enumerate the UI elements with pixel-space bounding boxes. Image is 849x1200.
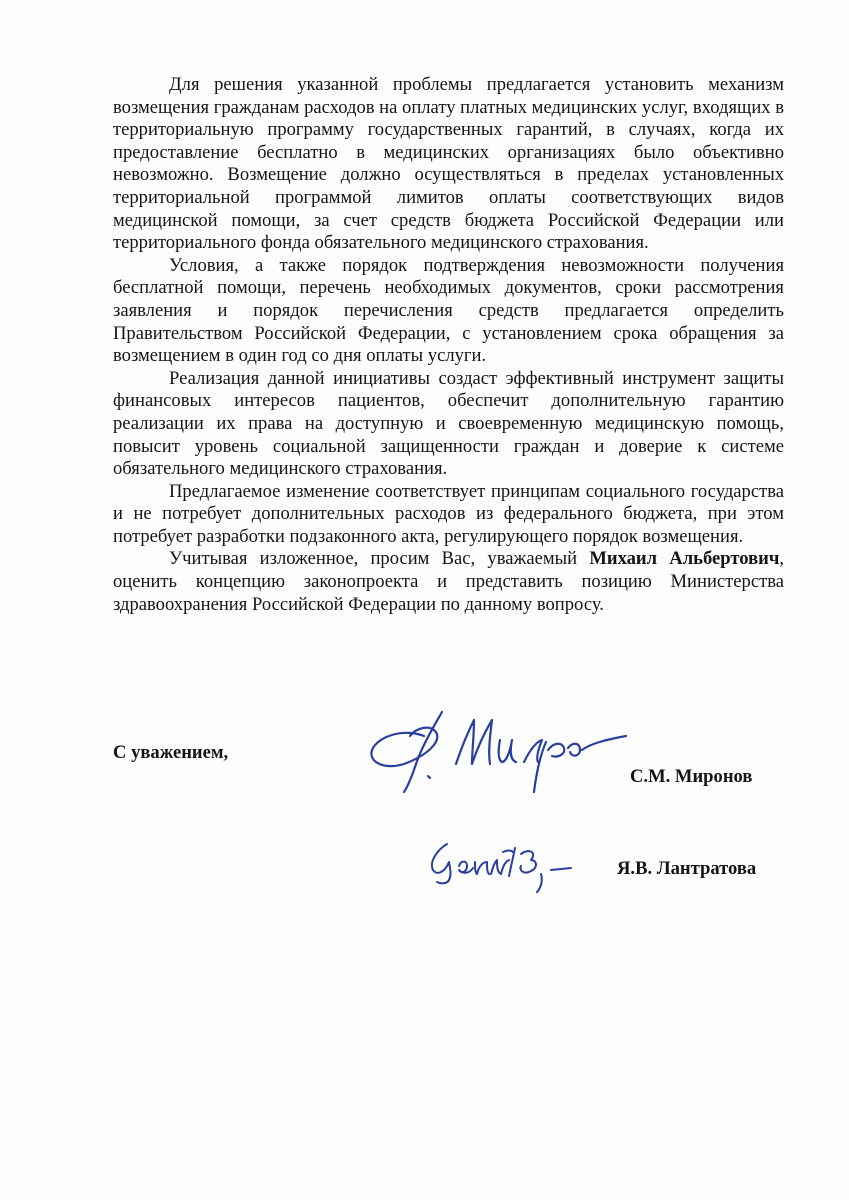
request-text-end: , оценить концепцию законопроекта и представить позицию Министерства здравоохранения Российской Федерации по данному вопросу. xyxy=(113,548,785,615)
paragraph-4: Предлагаемое изменение соответствует принципам социального государства и не потребует дополнительных расходов из федерального бюджета, при этом потребует разработки подзаконного акта, регулирующего порядок возмещения. xyxy=(113,480,784,547)
paragraph-1: Для решения указанной проблемы предлагается установить механизм возмещения гражданам расходов на оплату платных медицинских услуг, входящих в территориальную программу государственных гарантий, в случаях, когда их предоставление бесплатно в медицинских организациях было объективно невозможно. Возмещение должно осуществляться в пределах установленных территориальной программой лимитов оплаты соответствующих видов медицинской помощи, за счет средств бюджета Российской Федерации или территориального фонда обязательного медицинского страхования. xyxy=(113,74,784,254)
paragraph-2: Условия, а также порядок подтверждения невозможности получения бесплатной помощи, перечень необходимых документов, сроки рассмотрения заявления и порядок перечисления средств предлагается определить Правительством Российской Федерации, с установлением срока обращения за возмещением в один год со дня оплаты услуги. xyxy=(113,254,784,367)
paragraph-3: Реализация данной инициативы создаст эффективный инструмент защиты финансовых интересов пациентов, обеспечит дополнительную гарантию реализации их права на доступную и своевременную медицинскую помощь, повысит уровень социальной защищенности граждан и доверие к системе обязательного медицинского страхования. xyxy=(113,367,784,480)
addressee-name: Михаил Альбертович xyxy=(589,548,780,570)
signature-mironov-image xyxy=(364,706,634,796)
signature-lantratova-image xyxy=(425,836,585,896)
signer-name-mironov: С.М. Миронов xyxy=(630,766,753,787)
signer-name-lantratova: Я.В. Лантратова xyxy=(617,858,757,879)
signature-mironov xyxy=(364,706,634,796)
signature-lantratova xyxy=(425,836,585,896)
letter-body xyxy=(113,74,784,616)
request-text-start: Учитывая изложенное, просим Вас, уважаемый xyxy=(169,548,590,570)
closing-salutation: С уважением, xyxy=(113,742,229,763)
paragraph-5 xyxy=(113,548,784,616)
